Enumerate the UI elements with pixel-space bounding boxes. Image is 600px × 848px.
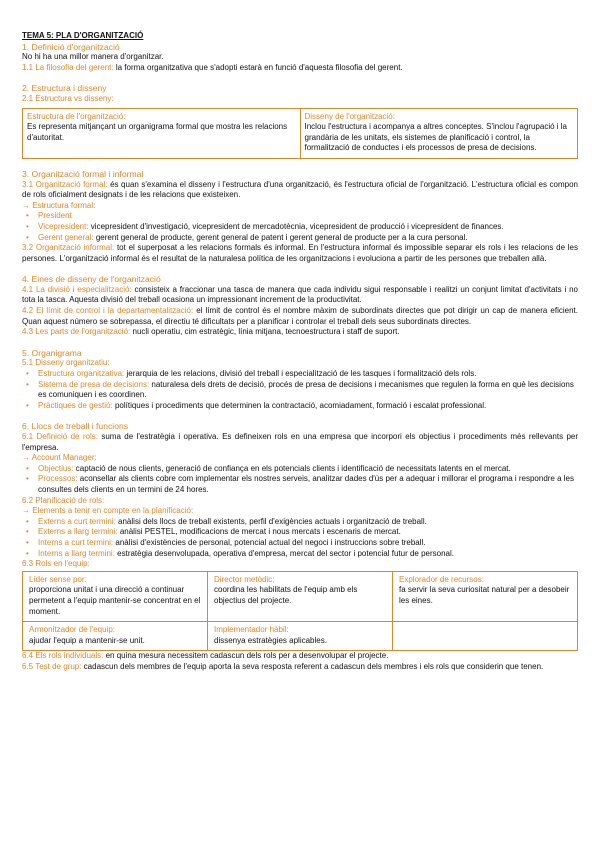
document-title: TEMA 5: PLA D'ORGANITZACIÓ [22, 31, 144, 40]
list-item-label: Pràctiques de gestió: [38, 400, 113, 410]
list-item-text: jerarquia de les relacions, divisió del treball i especialització de les tasques i formalització dels rols. [124, 369, 477, 379]
list-item-label: Externs a llarg termini: [38, 527, 118, 537]
list-item [38, 233, 578, 244]
document-page [22, 31, 578, 672]
list-item [38, 380, 578, 401]
list-item [38, 474, 578, 495]
account-manager-list [22, 464, 578, 496]
role-text: dissenya estratègies aplicables. [214, 635, 327, 645]
role-text: coordina les habilitats de l'equip amb els objectius del projecte. [214, 585, 358, 605]
list-item-text: aconsellar als clients cobre com implementar els nostres serveis, analitzar dades d'ús per a adequar i millorar el programa i respondre a les consultes dels clients en un termini de 24 hores. [38, 474, 575, 494]
section-2-1-heading: 2.1 Estructura vs disseny: [22, 93, 114, 103]
list-item-label: Sistema de presa de decisions: [38, 379, 150, 389]
list-item-label: Interns a llarg termini: [38, 548, 115, 558]
list-item-text: anàlisi d'existències de personal, potencial actual del negoci i instruccions sobre treball. [113, 537, 426, 547]
table-row [23, 622, 578, 651]
paragraph-3-1 [22, 180, 578, 201]
paragraph-1-1 [22, 63, 578, 74]
account-manager-arrow: → Account Manager: [22, 453, 97, 463]
list-item-label: Gerent general: [38, 232, 94, 242]
role-title: Armonitzador de l'equip: [29, 625, 116, 635]
paragraph-6-4-text: en quina mesura necessitem cadascun dels rols per a desenvolupar el projecte. [103, 651, 389, 661]
role-title: Implementador hàbil: [214, 625, 289, 635]
list-item [38, 222, 578, 233]
paragraph-3-1-label: 3.1 Organització formal: [22, 179, 108, 189]
paragraph-1-1-label: 1.1 La filosofia del gerent: [22, 62, 114, 72]
paragraph-4-1 [22, 285, 578, 306]
list-item-label: Processos: [38, 474, 78, 484]
role-cell [208, 571, 393, 621]
paragraph-4-3-label: 4.3 Les parts de l'organització: [22, 327, 131, 337]
list-item-text: gerent general de producte, gerent general de patent i gerent general de producte per a la cura personal. [93, 232, 468, 242]
formal-structure-list [22, 211, 578, 243]
role-cell [393, 571, 578, 621]
section-6-heading: 6. Llocs de treball i funcions [22, 421, 129, 432]
structure-cell [23, 109, 300, 158]
list-item [38, 211, 578, 222]
paragraph-6-1-label: 6.1 Definició de rols: [22, 432, 98, 441]
design-cell-text: Inclou l'estructura i acompanya a altres conceptes. S'inclou l'agrupació i la grandària de les unitats, els sistemes de planificació i control, la formalització de conductes i els processos de presa de decisions. [304, 122, 567, 153]
role-cell [208, 622, 393, 651]
list-item-text: estratègia desenvolupada, operativa d'empresa, mercat del sector i potencial futur de personal. [114, 548, 454, 558]
paragraph-1-1-text: la forma organitzativa que s'adopti estarà en funció d'aquesta filosofia del gerent. [113, 62, 403, 72]
list-item-label: Vicepresident: [38, 221, 89, 231]
paragraph-6-1-text: suma de l'estratègia i operativa. Es defineixen rols en una empresa que incorpori els objectius i procediments més rellevants per l'empresa. [22, 432, 579, 452]
section-5-1-heading: 5.1 Disseny organitzatiu: [22, 358, 110, 368]
section-4-heading: 4. Eines de disseny de l'organització [22, 274, 161, 285]
paragraph-4-2-text: el límit de control és el nombre màxim de subordinats directes que pot dirigir un cap de manera eficient. Quan aquest número se sobrepassa, el directiu té dificultats per a planificar i controlar el treball dels seus subordinats directes. [22, 306, 578, 326]
role-title: Explorador de recursos: [399, 574, 484, 584]
list-item-label: Estructura organitzativa: [38, 369, 125, 379]
role-title: Director metòdic: [214, 574, 275, 584]
list-item [38, 527, 578, 538]
list-item-text: polítiques i procediments que determinen la contractació, acomiadament, formació i escalat professional. [112, 400, 487, 410]
paragraph-6-1 [22, 432, 578, 453]
section-6-2-heading: 6.2 Planificació de rols: [22, 495, 105, 505]
section-2-heading: 2. Estructura i disseny [22, 83, 107, 94]
role-title: Líder sense por: [29, 574, 87, 584]
role-cell [23, 571, 208, 621]
list-item [38, 464, 578, 475]
paragraph-4-1-label: 4.1 La divisió i especialització: [22, 284, 132, 294]
role-text: proporciona unitat i una direcció a continuar permetent a l'equip mantenir-se concentrat en el moment. [29, 585, 201, 616]
list-item [38, 538, 578, 549]
list-item-text: naturalesa dels drets de decisió, procés de presa de decisions i mecanismes que regulen la forma en què les decisions es comuniquen i es coordinen. [38, 379, 574, 400]
planning-elements-list [22, 517, 578, 559]
paragraph-4-3 [22, 327, 578, 338]
list-item [38, 369, 578, 380]
list-item-label: Objectius: [38, 463, 74, 473]
paragraph-6-5-text: cadascun dels membres de l'equip aporta la seva resposta referent a cadascun dels membres i els rols que considerin que tenen. [81, 661, 544, 671]
paragraph-4-2 [22, 306, 578, 327]
paragraph-6-5-label: 6.5 Test de grup: [22, 661, 82, 671]
table-row [23, 571, 578, 621]
paragraph-6-4 [22, 651, 578, 662]
paragraph-3-2 [22, 243, 578, 264]
role-cell [23, 622, 208, 651]
design-cell [300, 109, 578, 158]
paragraph-6-5 [22, 662, 578, 673]
paragraph-4-2-label: 4.2 El límit de control i la departamentalització: [22, 306, 194, 316]
paragraph-4-3-text: nucli operatiu, cim estratègic, línia mitjana, tecnoestructura i staff de suport. [130, 327, 400, 337]
structure-vs-design-table [22, 108, 578, 159]
list-item-text: anàlisi dels llocs de treball existents, perfil d'exigències actuals i organització de treball. [115, 516, 427, 526]
section-1-text: No hi ha una millor manera d'organitzar. [22, 52, 164, 62]
formal-structure-arrow: → Estructura formal: [22, 200, 96, 210]
structure-cell-text: Es representa mitjançant un organigrama formal que mostra les relacions d'autoritat. [27, 122, 288, 142]
list-item [38, 517, 578, 528]
list-item-text: vicepresident d'investigació, vicepresident de mercadotècnia, vicepresident de producció i vicepresident de finances. [88, 221, 504, 231]
design-cell-title: Disseny de l'organització: [304, 111, 395, 121]
paragraph-3-2-label: 3.2 Organització informal: [22, 243, 115, 253]
paragraph-4-1-text: consisteix a fraccionar una tasca de manera que cada individu sigui responsable i realitzi un conjunt limitat d'activitats i no tota la tasca. Aquesta divisió del treball ocasiona un impressionant increment de la productivitat. [22, 284, 579, 305]
list-item [38, 549, 578, 560]
planning-elements-arrow: → Elements a tenir en compte en la planificació: [22, 506, 194, 516]
org-design-list [22, 369, 578, 411]
team-roles-table [22, 571, 578, 652]
paragraph-6-4-label: 6.4 Els rols individuals: [22, 651, 104, 661]
list-item-label: Externs a curt termini: [38, 516, 116, 526]
empty-cell [393, 622, 578, 651]
paragraph-3-2-text: tot el superposat a les relacions formals és informal. En l'estructura informal és impossible separar els rols i les relacions de les persones. L'organització informal és el resultat de la naturalesa política de les organitzacions i evoluciona a partir de les persones que treballen allà. [22, 243, 579, 263]
role-text: ajudar l'equip a mantenir-se unit. [29, 635, 145, 645]
role-text: fa servir la seva curiositat natural per a desobeir les eines. [399, 585, 570, 605]
structure-cell-title: Estructura de l'organització: [27, 111, 126, 121]
list-item-text: anàlisi PESTEL, modificacions de mercat i nous mercats i escenaris de mercat. [117, 527, 401, 537]
list-item [38, 401, 578, 412]
paragraph-3-1-text: és quan s'examina el disseny i l'estructura d'una organització, és l'estructura oficial de l'organització. L'estructura oficial es compon de rols oficialment designats i de les relacions que existeixen. [22, 179, 578, 200]
section-5-heading: 5. Organigrama [22, 347, 82, 358]
list-item-label: President [38, 211, 72, 221]
list-item-text: captació de nous clients, generació de confiança en els potencials clients i identificació de necessitats latents en el mercat. [73, 463, 511, 473]
section-1-heading: 1. Definició d'organització [22, 41, 120, 52]
section-6-3-heading: 6.3 Rols en l'equip: [22, 559, 90, 569]
section-3-heading: 3. Organització formal i informal [22, 168, 144, 179]
list-item-label: Interns a curt termini: [38, 537, 114, 547]
